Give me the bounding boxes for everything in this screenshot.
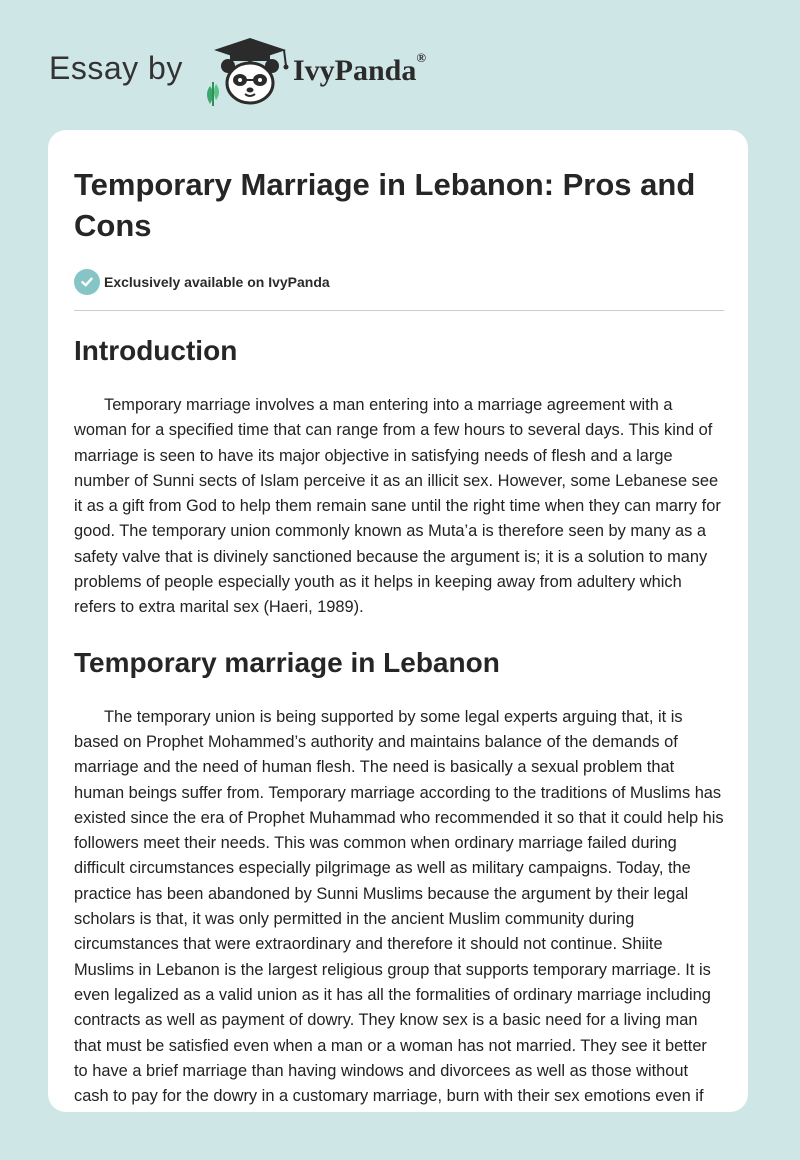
essay-by-label: Essay by [49,50,183,86]
brand-name[interactable] [293,50,427,88]
panda-graduate-icon [200,36,292,108]
registered-mark: ® [416,50,427,65]
divider [74,310,724,311]
check-circle-icon [74,269,100,295]
essay-title: Temporary Marriage in Lebanon: Pros and Cons [74,167,696,243]
exclusive-badge [74,268,724,296]
exclusive-badge-text: Exclusively available on IvyPanda [104,274,330,290]
section-heading-introduction: Introduction [74,335,238,366]
section-heading-temporary-marriage: Temporary marriage in Lebanon [74,646,500,678]
essay-content [74,164,724,1109]
site-header [0,0,800,120]
brand-text: IvyPanda [293,54,417,87]
section-paragraph-introduction: Temporary marriage involves a man entering into a marriage agreement with a woman for a specified time that can range from a few hours to several days. This kind of marriage is seen to have its major objective in satisfying needs of flesh and a large number of Sunni sects of Islam perceive it as an illicit sex. However, some Lebanese see it as a gift from God to help them remain sane until the right time when they can marry for good. The temporary union commonly known as Muta’a is therefore seen by many as a safety valve that is divinely sanctioned because the argument is; it is a solution to many problems of people especially youth as it helps in keeping away from adultery which refers to extra marital sex (Haeri, 1989). [74,396,721,617]
section-paragraph-temporary-marriage: The temporary union is being supported by some legal experts arguing that, it is based on Prophet Mohammed’s authority and maintains balance of the demands of marriage and the need of human flesh. The need is basically a sexual problem that human beings suffer from. Temporary marriage according to the traditions of Muslims has existed since the era of Prophet Muhammad who recommended it so that it could help his followers meet their needs. This was common when ordinary marriage failed during difficult circumstances especially pilgrimage as well as military campaigns. Today, the practice has been abandoned by Sunni Muslims because the argument by their legal scholars is that, it was only permitted in the ancient Muslim community during circumstances that were extraordinary and therefore it should not continue. Shiite Muslims in Lebanon is the largest religious group that supports temporary marriage. It is even legalized as a valid union as it has all the formalities of ordinary marriage including contracts as well as payment of dowry. They know sex is a basic need for a living man that must be satisfied even when a man or a woman has not married. They see it better to have a brief marriage than having windows and divorcees as well as those without cash to pay for the dowry in a customary marriage, burn with their sex emotions even if [74,707,724,1106]
essay-card [48,130,748,1112]
